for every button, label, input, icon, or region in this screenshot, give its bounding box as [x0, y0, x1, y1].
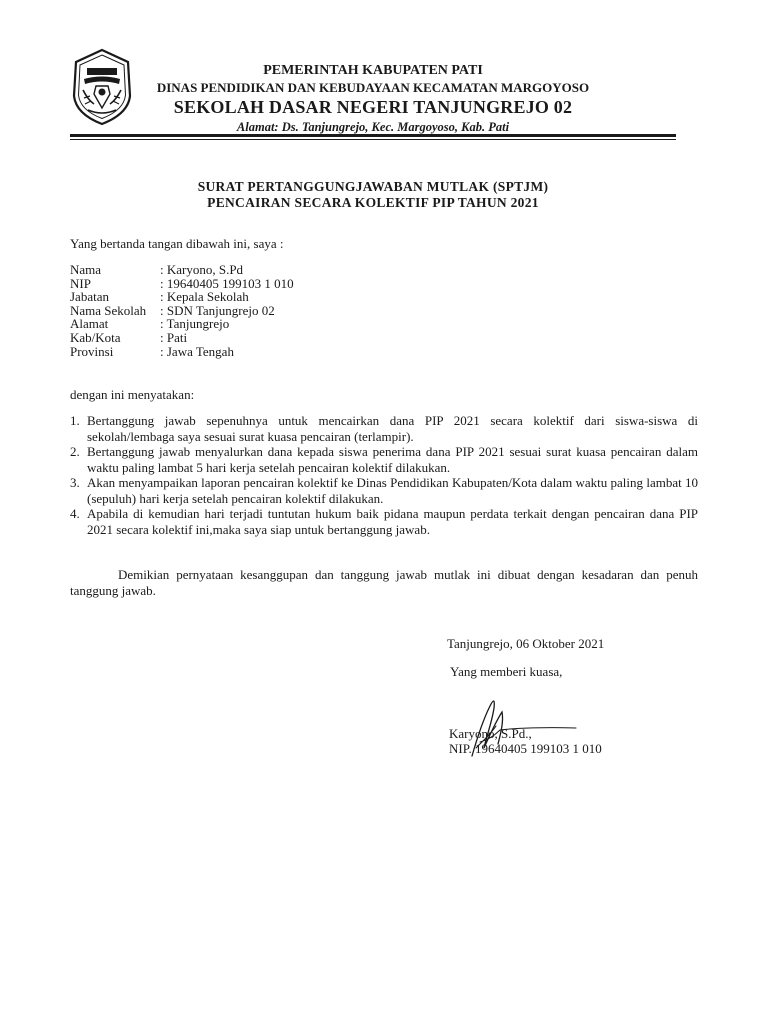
statement-number: 2. [70, 444, 80, 459]
identity-label: Kab/Kota [70, 329, 121, 345]
government-name: PEMERINTAH KABUPATEN PATI [263, 63, 483, 78]
identity-label: Provinsi [70, 343, 114, 359]
statement-text: Bertanggung jawab sepenuhnya untuk mencairkan dana PIP 2021 secara kolektif dari siswa-siswa di sekolah/lembaga saya sesuai surat kuasa pencairan (terlampir). [87, 413, 698, 444]
statement-text: Akan menyampaikan laporan pencairan kolektif ke Dinas Pendidikan Kabupaten/Kota dalam waktu paling lambat 10 (sepuluh) hari kerja setelah pencairan kolektif dilakukan. [87, 475, 698, 506]
statement-number: 4. [70, 506, 80, 521]
letter-title [140, 179, 606, 211]
statement-item [70, 475, 698, 506]
statement-item [70, 506, 698, 537]
statement-list [70, 413, 698, 537]
title-line-2: PENCAIRAN SECARA KOLEKTIF PIP TAHUN 2021 [207, 195, 539, 210]
identity-row-province [70, 345, 294, 359]
statement-number: 1. [70, 413, 80, 428]
signature-place-date: Tanjungrejo, 06 Oktober 2021 [447, 636, 605, 651]
regency-crest-icon [70, 48, 134, 126]
school-name: SEKOLAH DASAR NEGERI TANJUNGREJO 02 [173, 97, 573, 117]
statement-item [70, 444, 698, 475]
identity-row-school [70, 304, 294, 318]
closing-paragraph: Demikian pernyataan kesanggupan dan tanggung jawab mutlak ini dibuat dengan kesadaran dan penuh tanggung jawab. [70, 567, 698, 598]
intro-text: Yang bertanda tangan dibawah ini, saya : [70, 236, 284, 251]
identity-value: : Karyono, S.Pd [160, 262, 244, 277]
identity-row-regency [70, 331, 294, 345]
identity-row-nip [70, 277, 294, 291]
identity-value: : Kepala Sekolah [160, 289, 249, 305]
identity-row-position [70, 290, 294, 304]
identity-label: Nama [70, 262, 102, 277]
signer-nip: NIP. 19640405 199103 1 010 [449, 741, 602, 756]
statement-number: 3. [70, 475, 80, 490]
identity-label: Jabatan [70, 289, 109, 305]
identity-value: : Jawa Tengah [160, 343, 234, 359]
identity-label: Nama Sekolah [70, 302, 147, 318]
identity-row-address [70, 317, 294, 331]
statement-text: Bertanggung jawab menyalurkan dana kepada siswa penerima dana PIP 2021 sesuai surat kuasa pencairan dalam waktu paling lambat 5 hari kerja setelah pencairan kolektif dilakukan. [87, 444, 698, 475]
identity-row-name [70, 263, 294, 277]
identity-value: : SDN Tanjungrejo 02 [160, 302, 275, 318]
identity-table [70, 263, 294, 358]
signer-name: Karyono, S.Pd., [449, 726, 532, 741]
title-line-1: SURAT PERTANGGUNGJAWABAN MUTLAK (SPTJM) [197, 179, 549, 194]
statement-text: Apabila di kemudian hari terjadi tuntutan hukum baik pidana maupun perdata terkait dengan pencairan dana PIP 2021 secara kolektif ini,maka saya siap untuk bertanggung jawab. [87, 506, 698, 537]
school-address: Alamat: Ds. Tanjungrejo, Kec. Margoyoso, Kab. Pati [236, 120, 510, 134]
letterhead-divider-thick [70, 134, 676, 137]
identity-value: : Tanjungrejo [160, 316, 230, 332]
department-name: DINAS PENDIDIKAN DAN KEBUDAYAAN KECAMATAN MARGOYOSO [156, 80, 590, 95]
signature-role: Yang memberi kuasa, [450, 664, 563, 679]
identity-value: : Pati [160, 329, 188, 345]
identity-label: NIP [70, 275, 91, 291]
statement-item [70, 413, 698, 444]
letterhead-divider-thin [70, 139, 676, 140]
identity-label: Alamat [70, 316, 109, 332]
declaration-intro: dengan ini menyatakan: [70, 387, 195, 402]
letterhead [140, 62, 606, 136]
identity-value: : 19640405 199103 1 010 [160, 275, 294, 291]
